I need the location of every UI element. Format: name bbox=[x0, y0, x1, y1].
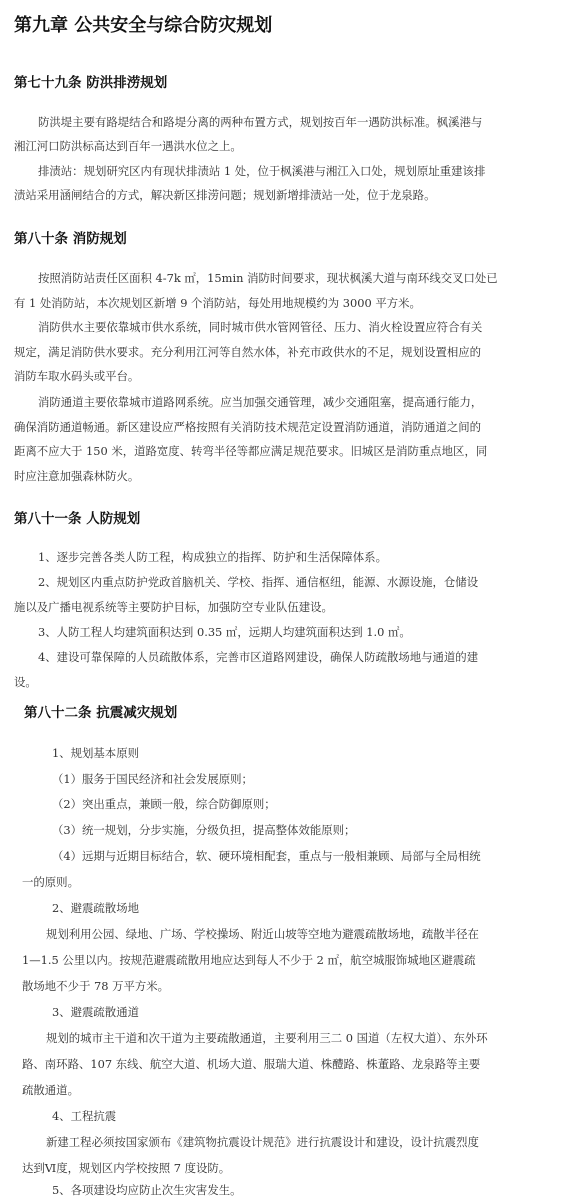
paragraph-line: 时应注意加强森林防火。 bbox=[14, 469, 140, 483]
paragraph-line: 1、规划基本原则 bbox=[52, 746, 139, 760]
paragraph-line: 一的原则。 bbox=[22, 875, 79, 889]
paragraph-line: 4、建设可靠保障的人员疏散体系，完善市区道路网建设，确保人防疏散场地与通道的建 bbox=[38, 650, 479, 664]
paragraph-line: 散场地不少于 78 万平方米。 bbox=[22, 979, 170, 993]
section-heading-81: 第八十一条 人防规划 bbox=[14, 511, 141, 527]
paragraph-line: 施以及广播电视系统等主要防护目标，加强防空专业队伍建设。 bbox=[14, 600, 333, 614]
paragraph-line: 规划的城市主干道和次干道为主要疏散通道，主要利用三二 0 国道（左权大道）、东外环 bbox=[46, 1031, 488, 1045]
paragraph-line: 达到Ⅵ度，规划区内学校按照 7 度设防。 bbox=[22, 1161, 231, 1175]
paragraph-line: （2）突出重点，兼顾一般，综合防御原则； bbox=[52, 797, 276, 811]
chapter-title: 第九章 公共安全与综合防灾规划 bbox=[14, 15, 273, 36]
paragraph-line: 湘江河口防洪标高达到百年一遇洪水位之上。 bbox=[14, 139, 242, 153]
paragraph-line: 有 1 处消防站，本次规划区新增 9 个消防站，每处用地规模约为 3000 平方米。 bbox=[14, 296, 421, 310]
paragraph-line: 消防车取水码头或平台。 bbox=[14, 369, 140, 383]
paragraph-line: 防洪堤主要有路堤结合和路堤分离的两种布置方式，规划按百年一遇防洪标准。枫溪港与 bbox=[38, 115, 483, 129]
paragraph-line: 规划利用公园、绿地、广场、学校操场、附近山坡等空地为避震疏散场地，疏散半径在 bbox=[46, 927, 479, 941]
paragraph-line: 1—1.5 公里以内。按规范避震疏散用地应达到每人不少于 2 ㎡，航空城服饰城地区避震疏 bbox=[22, 953, 476, 967]
paragraph-line: 新建工程必须按国家颁布《建筑物抗震设计规范》进行抗震设计和建设，设计抗震烈度 bbox=[46, 1135, 479, 1149]
paragraph-line: 路、南环路、107 东线、航空大道、机场大道、服瑞大道、株醴路、株董路、龙泉路等主要 bbox=[22, 1057, 481, 1071]
paragraph-line: （1）服务于国民经济和社会发展原则； bbox=[52, 772, 253, 786]
paragraph-line: 4、工程抗震 bbox=[52, 1109, 117, 1123]
section-heading-82: 第八十二条 抗震减灾规划 bbox=[24, 705, 178, 721]
paragraph-line: 排渍站：规划研究区内有现状排渍站 1 处，位于枫溪港与湘江入口处，规划原址重建该排 bbox=[38, 164, 486, 178]
section-heading-79: 第七十九条 防洪排涝规划 bbox=[14, 75, 168, 91]
paragraph-line: 渍站采用涵闸结合的方式，解决新区排涝问题；规划新增排渍站一处，位于龙泉路。 bbox=[14, 188, 436, 202]
paragraph-line: 3、避震疏散通道 bbox=[52, 1005, 139, 1019]
paragraph-line: 1、逐步完善各类人防工程，构成独立的指挥、防护和生活保障体系。 bbox=[38, 550, 387, 564]
paragraph-line: 2、规划区内重点防护党政首脑机关、学校、指挥、通信枢纽，能源、水源设施，仓储设 bbox=[38, 575, 479, 589]
paragraph-line: （3）统一规划，分步实施，分级负担，提高整体效能原则； bbox=[52, 823, 356, 837]
paragraph-line: 规定，满足消防供水要求。充分利用江河等自然水体，补充市政供水的不足，规划设置相应的 bbox=[14, 345, 482, 359]
paragraph-line: 3、人防工程人均建筑面积达到 0.35 ㎡，远期人均建筑面积达到 1.0 ㎡。 bbox=[38, 625, 411, 639]
paragraph-line: 按照消防站责任区面积 4-7k ㎡，15min 消防时间要求，现状枫溪大道与南环线交叉口处已 bbox=[38, 271, 498, 285]
paragraph-line: 消防通道主要依靠城市道路网系统。应当加强交通管理，减少交通阻塞，提高通行能力， bbox=[38, 395, 483, 409]
paragraph-line: 距离不应大于 150 米，道路宽度、转弯半径等都应满足规范要求。旧城区是消防重点地区，同 bbox=[14, 444, 488, 458]
paragraph-line: 确保消防通道畅通。新区建设应严格按照有关消防技术规范定设置消防通道，消防通道之间的 bbox=[14, 420, 482, 434]
paragraph-line: 消防供水主要依靠城市供水系统，同时城市供水管网管径、压力、消火栓设置应符合有关 bbox=[38, 320, 483, 334]
paragraph-line: 疏散通道。 bbox=[22, 1083, 79, 1097]
paragraph-line: （4）远期与近期目标结合，软、硬环境相配套，重点与一般相兼顾、局部与全局相统 bbox=[52, 849, 481, 863]
paragraph-line: 5、各项建设均应防止次生灾害发生。 bbox=[52, 1183, 242, 1197]
section-heading-80: 第八十条 消防规划 bbox=[14, 231, 127, 247]
paragraph-line: 2、避震疏散场地 bbox=[52, 901, 139, 915]
paragraph-line: 设。 bbox=[14, 675, 37, 689]
